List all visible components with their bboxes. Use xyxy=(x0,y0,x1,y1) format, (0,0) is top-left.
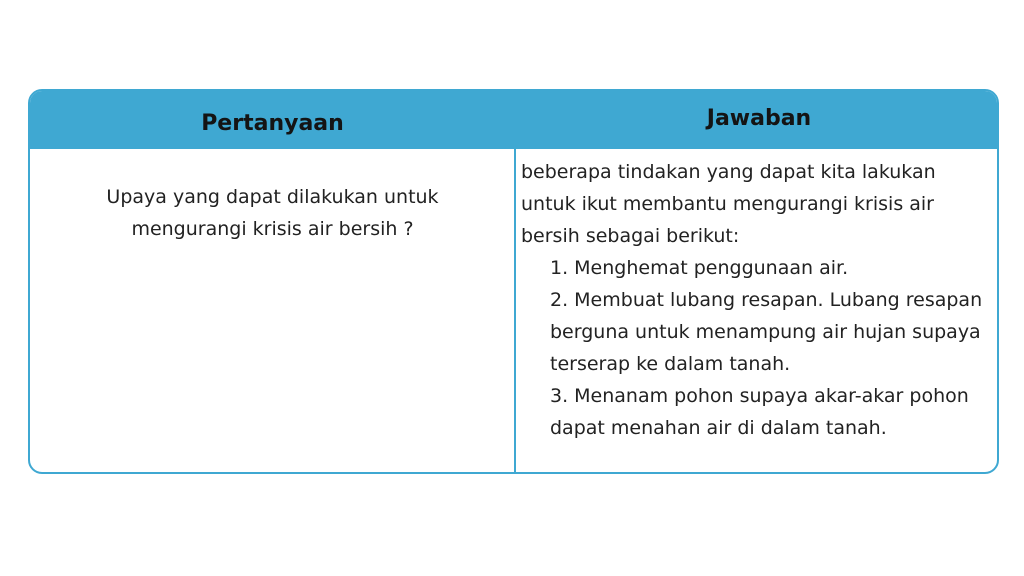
column-divider xyxy=(514,91,516,472)
header-question: Pertanyaan xyxy=(201,110,344,136)
answer-cell xyxy=(521,156,996,444)
question-cell xyxy=(60,181,485,245)
answer-intro: beberapa tindakan yang dapat kita lakukan untuk ikut membantu mengurangi krisis air bersih sebagai berikut: xyxy=(521,161,936,247)
qa-table xyxy=(28,89,999,474)
question-line-1: Upaya yang dapat dilakukan untuk xyxy=(106,186,439,208)
answer-item-3: 3. Menanam pohon supaya akar-akar pohon dapat menahan air di dalam tanah. xyxy=(550,385,969,439)
answer-item-1: 1. Menghemat penggunaan air. xyxy=(550,257,849,279)
answer-item-2: 2. Membuat lubang resapan. Lubang resapan berguna untuk menampung air hujan supaya terserap ke dalam tanah. xyxy=(550,289,983,375)
question-line-2: mengurangi krisis air bersih ? xyxy=(131,218,414,240)
answer-list xyxy=(521,252,996,444)
header-answer: Jawaban xyxy=(706,105,812,131)
